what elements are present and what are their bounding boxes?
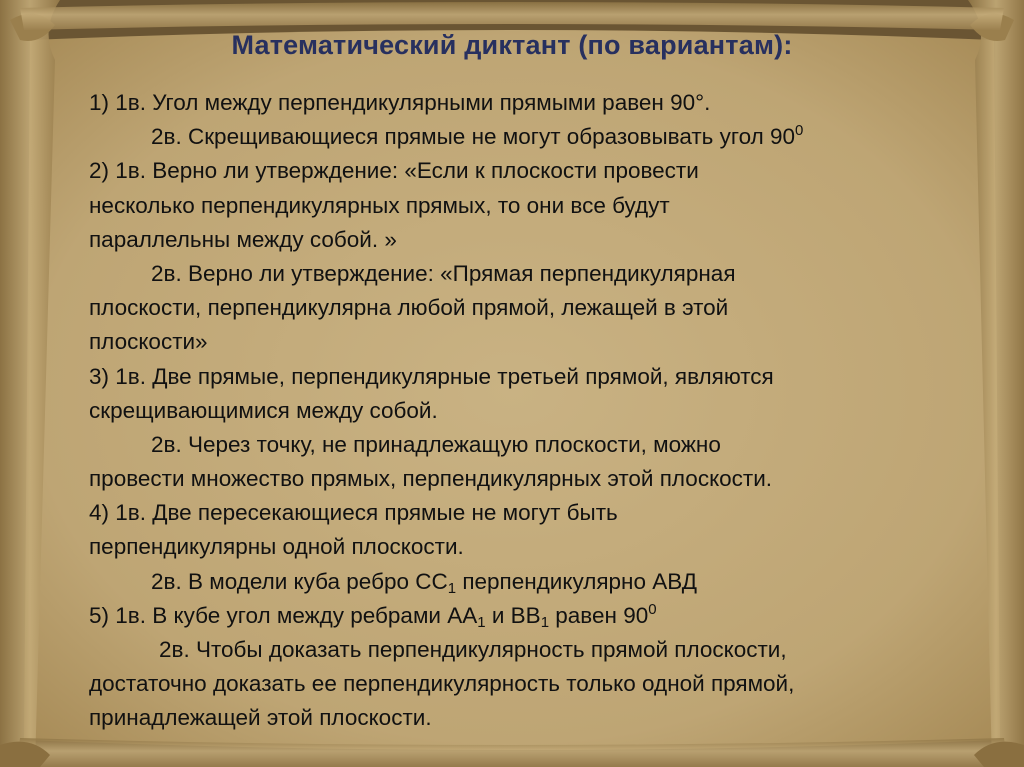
line-15: 2в. В модели куба ребро $СС_1$ перпендикулярно АВД bbox=[151, 568, 697, 597]
line-9: 3) 1в. Две прямые, перпендикулярные третьей прямой, являются bbox=[89, 363, 774, 389]
line-4: несколько перпендикулярных прямых, то они все будут bbox=[89, 192, 670, 218]
line-3: 2) 1в. Верно ли утверждение: «Если к плоскости провести bbox=[89, 158, 699, 184]
line-13: 4) 1в. Две пересекающиеся прямые не могут быть bbox=[89, 500, 618, 526]
line-18: достаточно доказать ее перпендикулярность только одной прямой, bbox=[89, 671, 795, 697]
line-2: 2в. Скрещивающиеся прямые не могут образовывать угол $90^0$ bbox=[151, 122, 804, 150]
line-17: 2в. Чтобы доказать перпендикулярность прямой плоскости, bbox=[159, 637, 787, 662]
line-7: плоскости, перпендикулярна любой прямой, лежащей в этой bbox=[89, 295, 729, 321]
line-8: плоскости» bbox=[89, 329, 208, 355]
line-14: перпендикулярны одной плоскости. bbox=[89, 534, 464, 560]
line-19: принадлежащей этой плоскости. bbox=[89, 705, 432, 731]
line-12: провести множество прямых, перпендикулярных этой плоскости. bbox=[89, 466, 773, 492]
line-6: 2в. Верно ли утверждение: «Прямая перпендикулярная bbox=[151, 260, 736, 286]
line-10: скрещивающимися между собой. bbox=[89, 397, 438, 423]
dictation-body bbox=[89, 86, 989, 736]
line-16: 5) 1в. В кубе угол между ребрами $АА_1$ и $ВВ_1$ равен $90^0$ bbox=[89, 600, 657, 631]
line-11: 2в. Через точку, не принадлежащую плоскости, можно bbox=[151, 431, 721, 457]
line-5: параллельны между собой. » bbox=[89, 226, 397, 252]
line-1: 1) 1в. Угол между перпендикулярными прямыми равен 90°. bbox=[89, 90, 711, 115]
page-title: Математический диктант (по вариантам): bbox=[231, 30, 793, 60]
